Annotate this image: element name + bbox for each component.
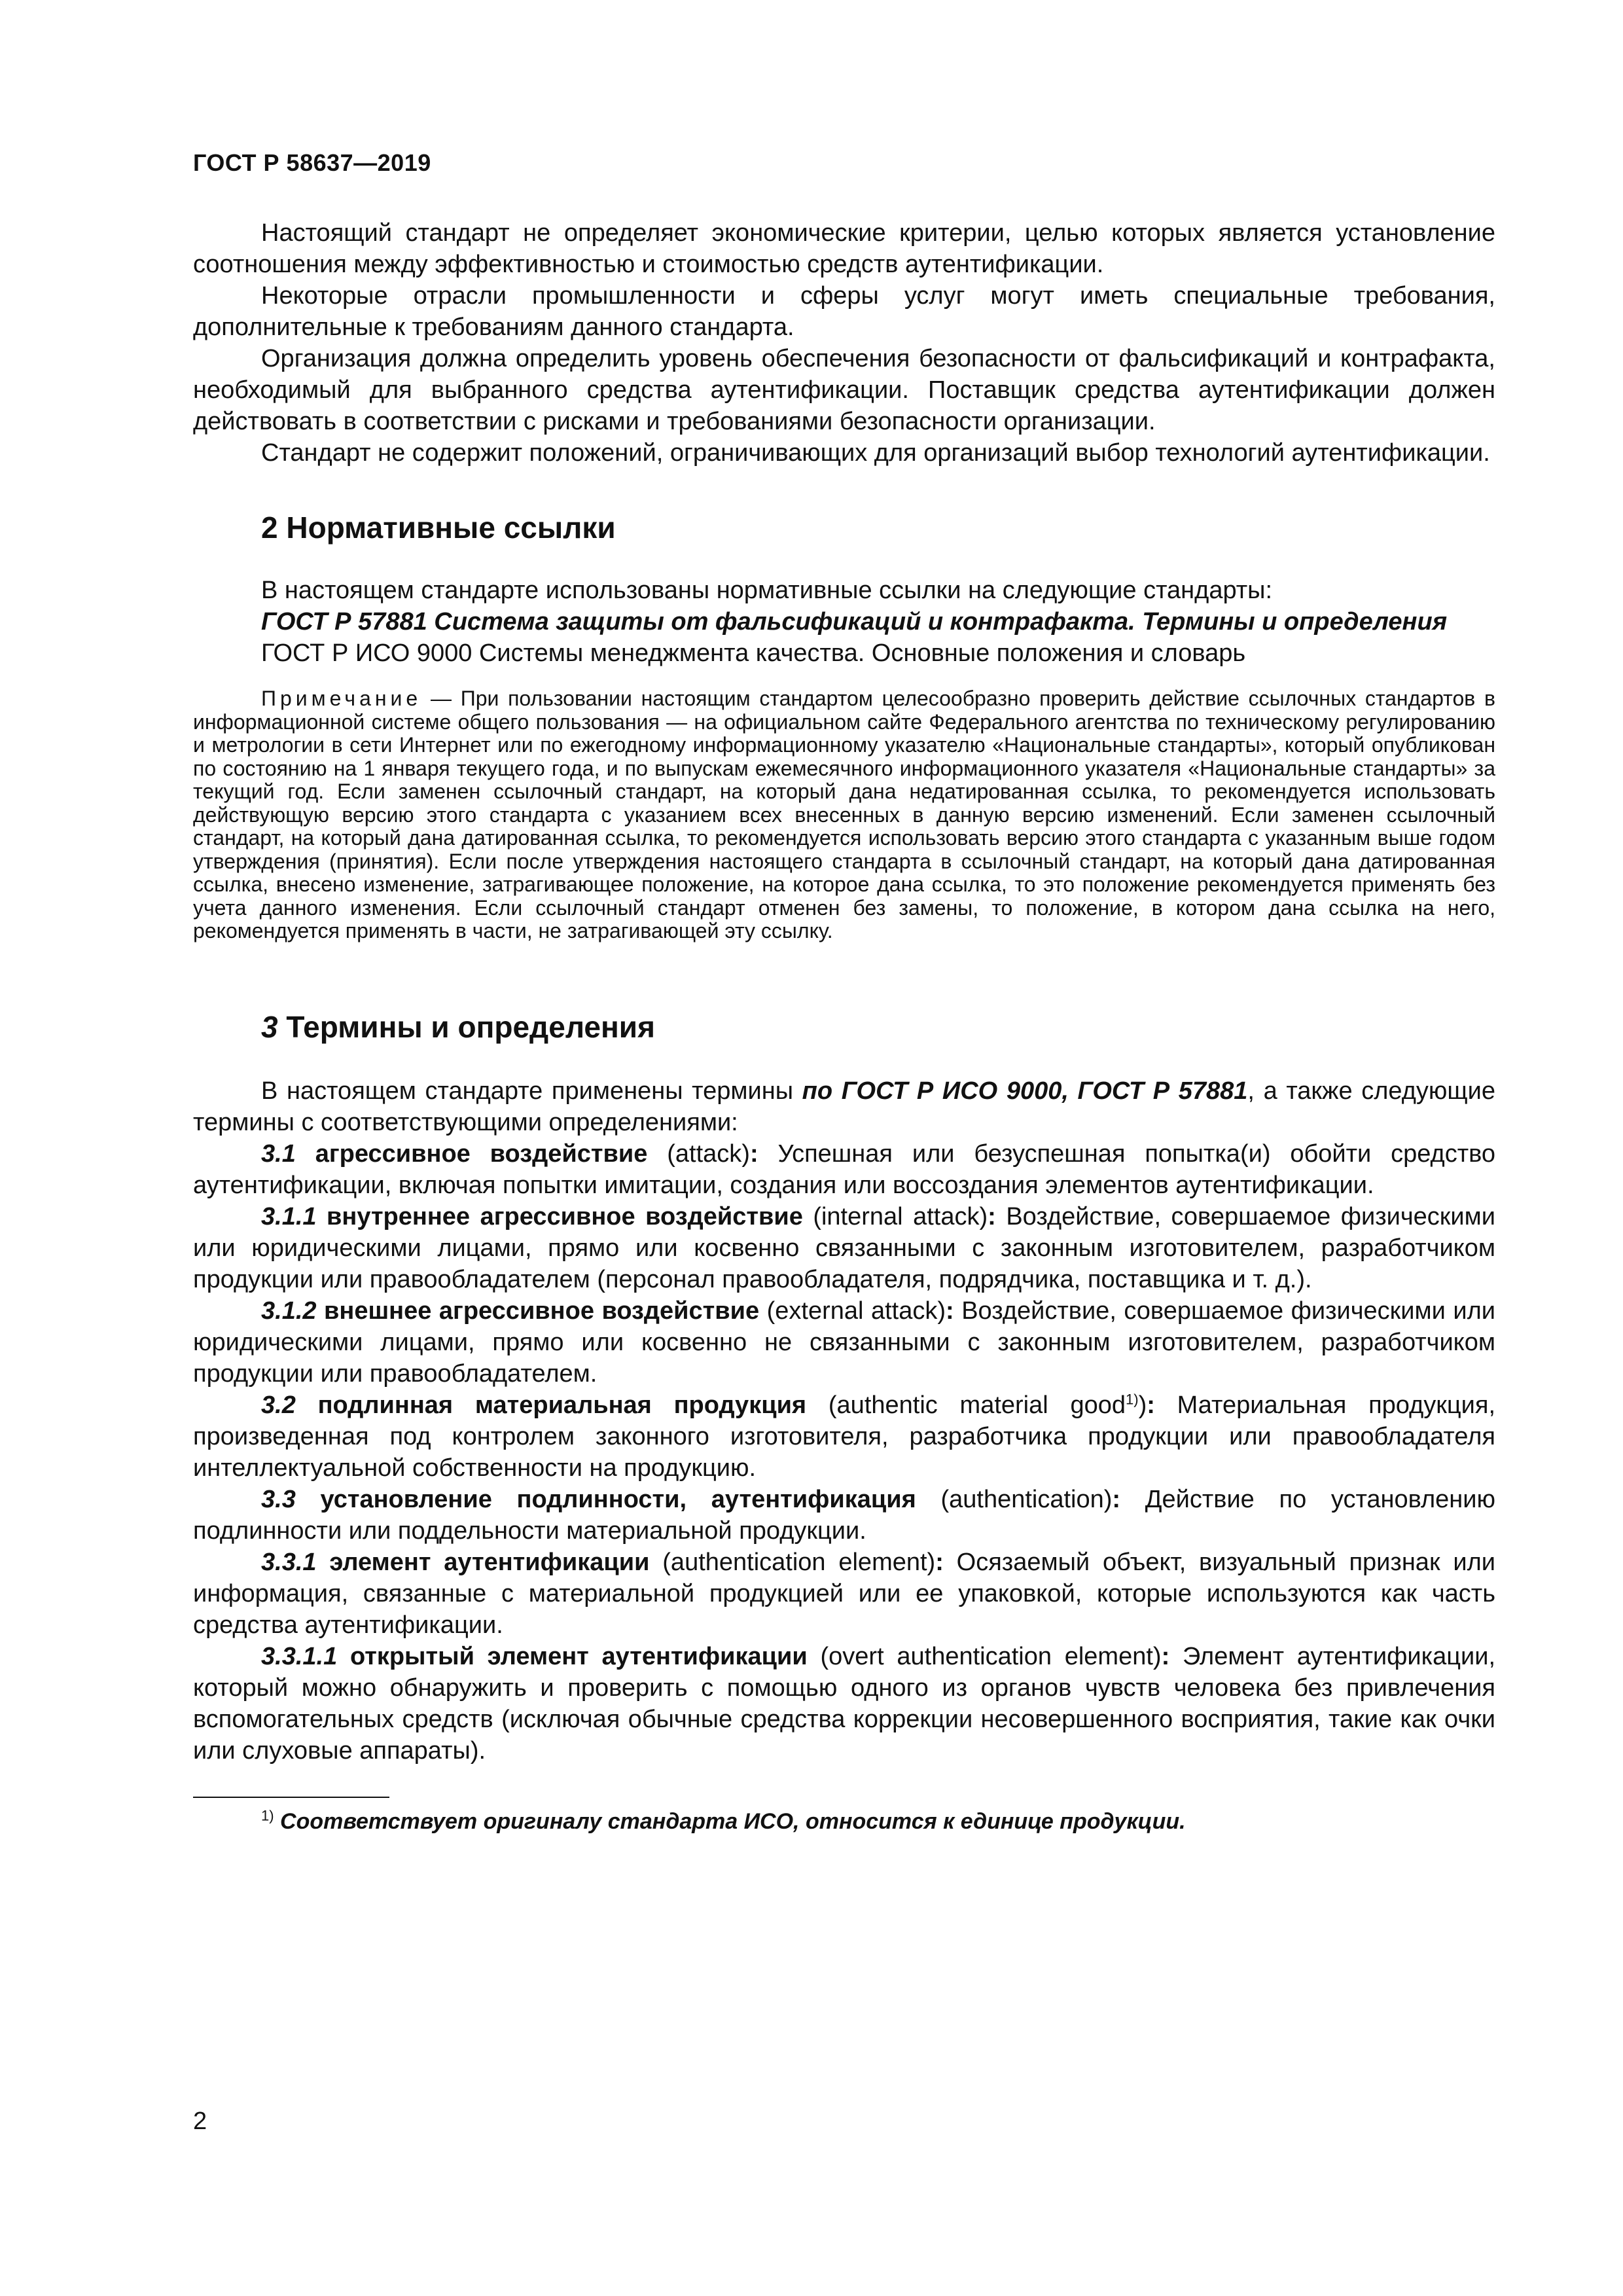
term-name: внешнее агрессивное воздействие	[324, 1297, 760, 1325]
term-name: открытый элемент аутентификации	[349, 1642, 808, 1670]
term-3-3: 3.3 установление подлинности, аутентификация (authentication): Действие по установлению подлинности или поддельности материальной продукции.	[193, 1485, 1496, 1545]
section-3-lead	[193, 1075, 1495, 1138]
section-2-heading	[193, 509, 1495, 546]
intro-paragraph-2: Некоторые отрасли промышленности и сферы услуг могут иметь специальные требования, дополнительные к требованиям данного стандарта.	[193, 282, 1495, 341]
term-english: (attack)	[667, 1139, 750, 1168]
note-text: — При пользовании настоящим стандартом целесообразно проверить действие ссылочных стандартов в информационной системе общего пользования — на официальном сайте Федерального агентства по техническому регулированию и метрологии в сети Интернет или по ежегодному информационному указателю «Национальные стандарты», который опубликован по состоянию на 1 января текущего года, и по выпускам ежемесячного информационного указателя «Национальные стандарты» за текущий год. Если заменен ссылочный стандарт, на который дана недатированная ссылка, то рекомендуется использовать действующую версию этого стандарта с указанием всех внесенных в данную версию изменений. Если заменен ссылочный стандарт, на который дана датированная ссылка, то рекомендуется использовать версию этого стандарта с указанным выше годом утверждения (принятия). Если после утверждения настоящего стандарта в ссылочный стандарт, на который дана датированная ссылка, внесено изменение, затрагивающее положение, на которое дана ссылка, то это положение рекомендуется применять без учета данного изменения. Если ссылочный стандарт отменен без замены, то положение, в котором дана ссылка на него, рекомендуется применять в части, не затрагивающей эту ссылку.	[193, 687, 1495, 942]
term-number: 3.2	[261, 1391, 296, 1419]
intro-paragraph-3: Организация должна определить уровень обеспечения безопасности от фальсификаций и контрафакта, необходимый для выбранного средства аутентификации. Поставщик средства аутентификации должен действовать в соответствии с рисками и требованиями безопасности организации.	[193, 345, 1495, 435]
lead-references: по ГОСТ Р ИСО 9000, ГОСТ Р 57881	[802, 1077, 1248, 1105]
term-definition: Элемент аутентификации, который можно обнаружить и проверить с помощью одного из органов чувств человека без привлечения вспомогательных средств (исключая обычные средства коррекции несовершенного восприятия, такие как очки или слуховые аппараты).	[193, 1642, 1495, 1765]
lead-text-end: , а также следующие термины с соответствующими определениями:	[193, 1077, 1495, 1136]
term-definition: Действие по установлению подлинности или поддельности материальной продукции.	[193, 1485, 1496, 1545]
normative-reference-2: ГОСТ Р ИСО 9000 Системы менеджмента качества. Основные положения и словарь	[261, 639, 1246, 667]
term-definition: Материальная продукция, произведенная под контролем законного изготовителя, разработчика продукции или правообладателя интеллектуальной собственности на продукцию.	[193, 1391, 1496, 1482]
term-3-1-1: 3.1.1 внутреннее агрессивное воздействие (internal attack): Воздействие, совершаемое физическими или юридическими лицами, прямо или косвенно связанными с законным изготовителем, разработчиком продукции или правообладателем (персонал правообладателя, подрядчика, поставщика и т. д.).	[193, 1202, 1495, 1293]
term-number: 3.3	[261, 1485, 296, 1513]
section-2-title: Нормативные ссылки	[286, 511, 616, 545]
section-2-number: 2	[261, 511, 278, 545]
term-definition: Осязаемый объект, визуальный признак или информация, связанные с материальной продукцией или ее упаковкой, которые используются как часть средства аутентификации.	[193, 1548, 1495, 1639]
term-english: (external attack)	[766, 1297, 946, 1325]
term-3-3-1: 3.3.1 элемент аутентификации (authentication element): Осязаемый объект, визуальный признак или информация, связанные с материальной продукцией или ее упаковкой, которые используются как часть средства аутентификации.	[193, 1548, 1495, 1639]
term-3-1-2: 3.1.2 внешнее агрессивное воздействие (external attack): Воздействие, совершаемое физическими или юридическими лицами, прямо или косвенно не связанными с законным изготовителем, разработчиком продукции или правообладателем.	[193, 1297, 1495, 1388]
term-definition: Воздействие, совершаемое физическими или юридическими лицами, прямо или косвенно связанными с законным изготовителем, разработчиком продукции или правообладателем (персонал правообладателя, подрядчика, поставщика и т. д.).	[193, 1202, 1495, 1293]
section-2-lead: В настоящем стандарте использованы нормативные ссылки на следующие стандарты:	[261, 577, 1273, 604]
term-english: (internal attack)	[813, 1202, 988, 1230]
term-3-2: 3.2 подлинная материальная продукция (authentic material good$^{1)}$): Материальная продукция, произведенная под контролем законного изготовителя, разработчика продукции или правообладателя интеллектуальной собственности на продукцию.	[193, 1390, 1496, 1482]
section-3-title: Термины и определения	[286, 1009, 655, 1044]
note-label: Примечание	[261, 687, 422, 710]
term-english: (overt authentication element)	[820, 1642, 1162, 1670]
term-number: 3.1	[261, 1139, 296, 1168]
term-name: подлинная материальная продукция	[317, 1391, 807, 1419]
section-2-note	[193, 687, 1495, 943]
footnote-number: 1)	[261, 1807, 274, 1824]
term-name: внутреннее агрессивное воздействие	[327, 1202, 803, 1230]
page-number: 2	[193, 2108, 207, 2135]
normative-reference-1: ГОСТ Р 57881 Система защиты от фальсификаций и контрафакта. Термины и определения	[261, 608, 1448, 636]
page-content	[193, 149, 1495, 1836]
term-definition: Воздействие, совершаемое физическими или юридическими лицами, прямо или косвенно не связанными с законным изготовителем, разработчиком продукции или правообладателем.	[193, 1297, 1495, 1388]
term-name: элемент аутентификации	[329, 1548, 650, 1576]
term-english: (authentic material good	[828, 1391, 1126, 1419]
term-number: 3.3.1.1	[261, 1642, 338, 1670]
section-3-number: 3	[261, 1009, 278, 1044]
term-3-3-1-1: 3.3.1.1 открытый элемент аутентификации (overt authentication element): Элемент аутентификации, который можно обнаружить и проверить с помощью одного из органов чувств человека без привлечения вспомогательных средств (исключая обычные средства коррекции несовершенного восприятия, такие как очки или слуховые аппараты).	[193, 1642, 1495, 1765]
term-name: агрессивное воздействие	[315, 1139, 648, 1168]
intro-paragraph-1: Настоящий стандарт не определяет экономические критерии, целью которых является установление соотношения между эффективностью и стоимостью средств аутентификации.	[193, 219, 1495, 278]
footnote-divider	[193, 1797, 389, 1798]
footnote-mark: 1)	[1126, 1390, 1139, 1407]
footnote-text: Соответствует оригиналу стандарта ИСО, относится к единице продукции.	[280, 1808, 1186, 1834]
term-number: 3.1.1	[261, 1202, 317, 1230]
section-3-heading	[193, 1009, 1495, 1045]
intro-paragraph-4: Стандарт не содержит положений, ограничивающих для организаций выбор технологий аутентификации.	[261, 439, 1490, 467]
term-english: (authentication element)	[662, 1548, 936, 1576]
lead-text: В настоящем стандарте применены термины	[261, 1077, 802, 1105]
document-header: ГОСТ Р 58637—2019	[193, 149, 431, 176]
term-3-1: 3.1 агрессивное воздействие (attack): Успешная или безуспешная попытка(и) обойти средство аутентификации, включая попытки имитации, создания или воссоздания элементов аутентификации.	[193, 1139, 1496, 1199]
footnote	[193, 1807, 1495, 1836]
term-english-end: )	[1138, 1391, 1147, 1419]
term-name: установление подлинности, аутентификация	[320, 1485, 916, 1513]
term-number: 3.1.2	[261, 1297, 317, 1325]
term-number: 3.3.1	[261, 1548, 317, 1576]
term-english: (authentication)	[940, 1485, 1113, 1513]
term-definition: Успешная или безуспешная попытка(и) обойти средство аутентификации, включая попытки имитации, создания или воссоздания элементов аутентификации.	[193, 1139, 1496, 1199]
